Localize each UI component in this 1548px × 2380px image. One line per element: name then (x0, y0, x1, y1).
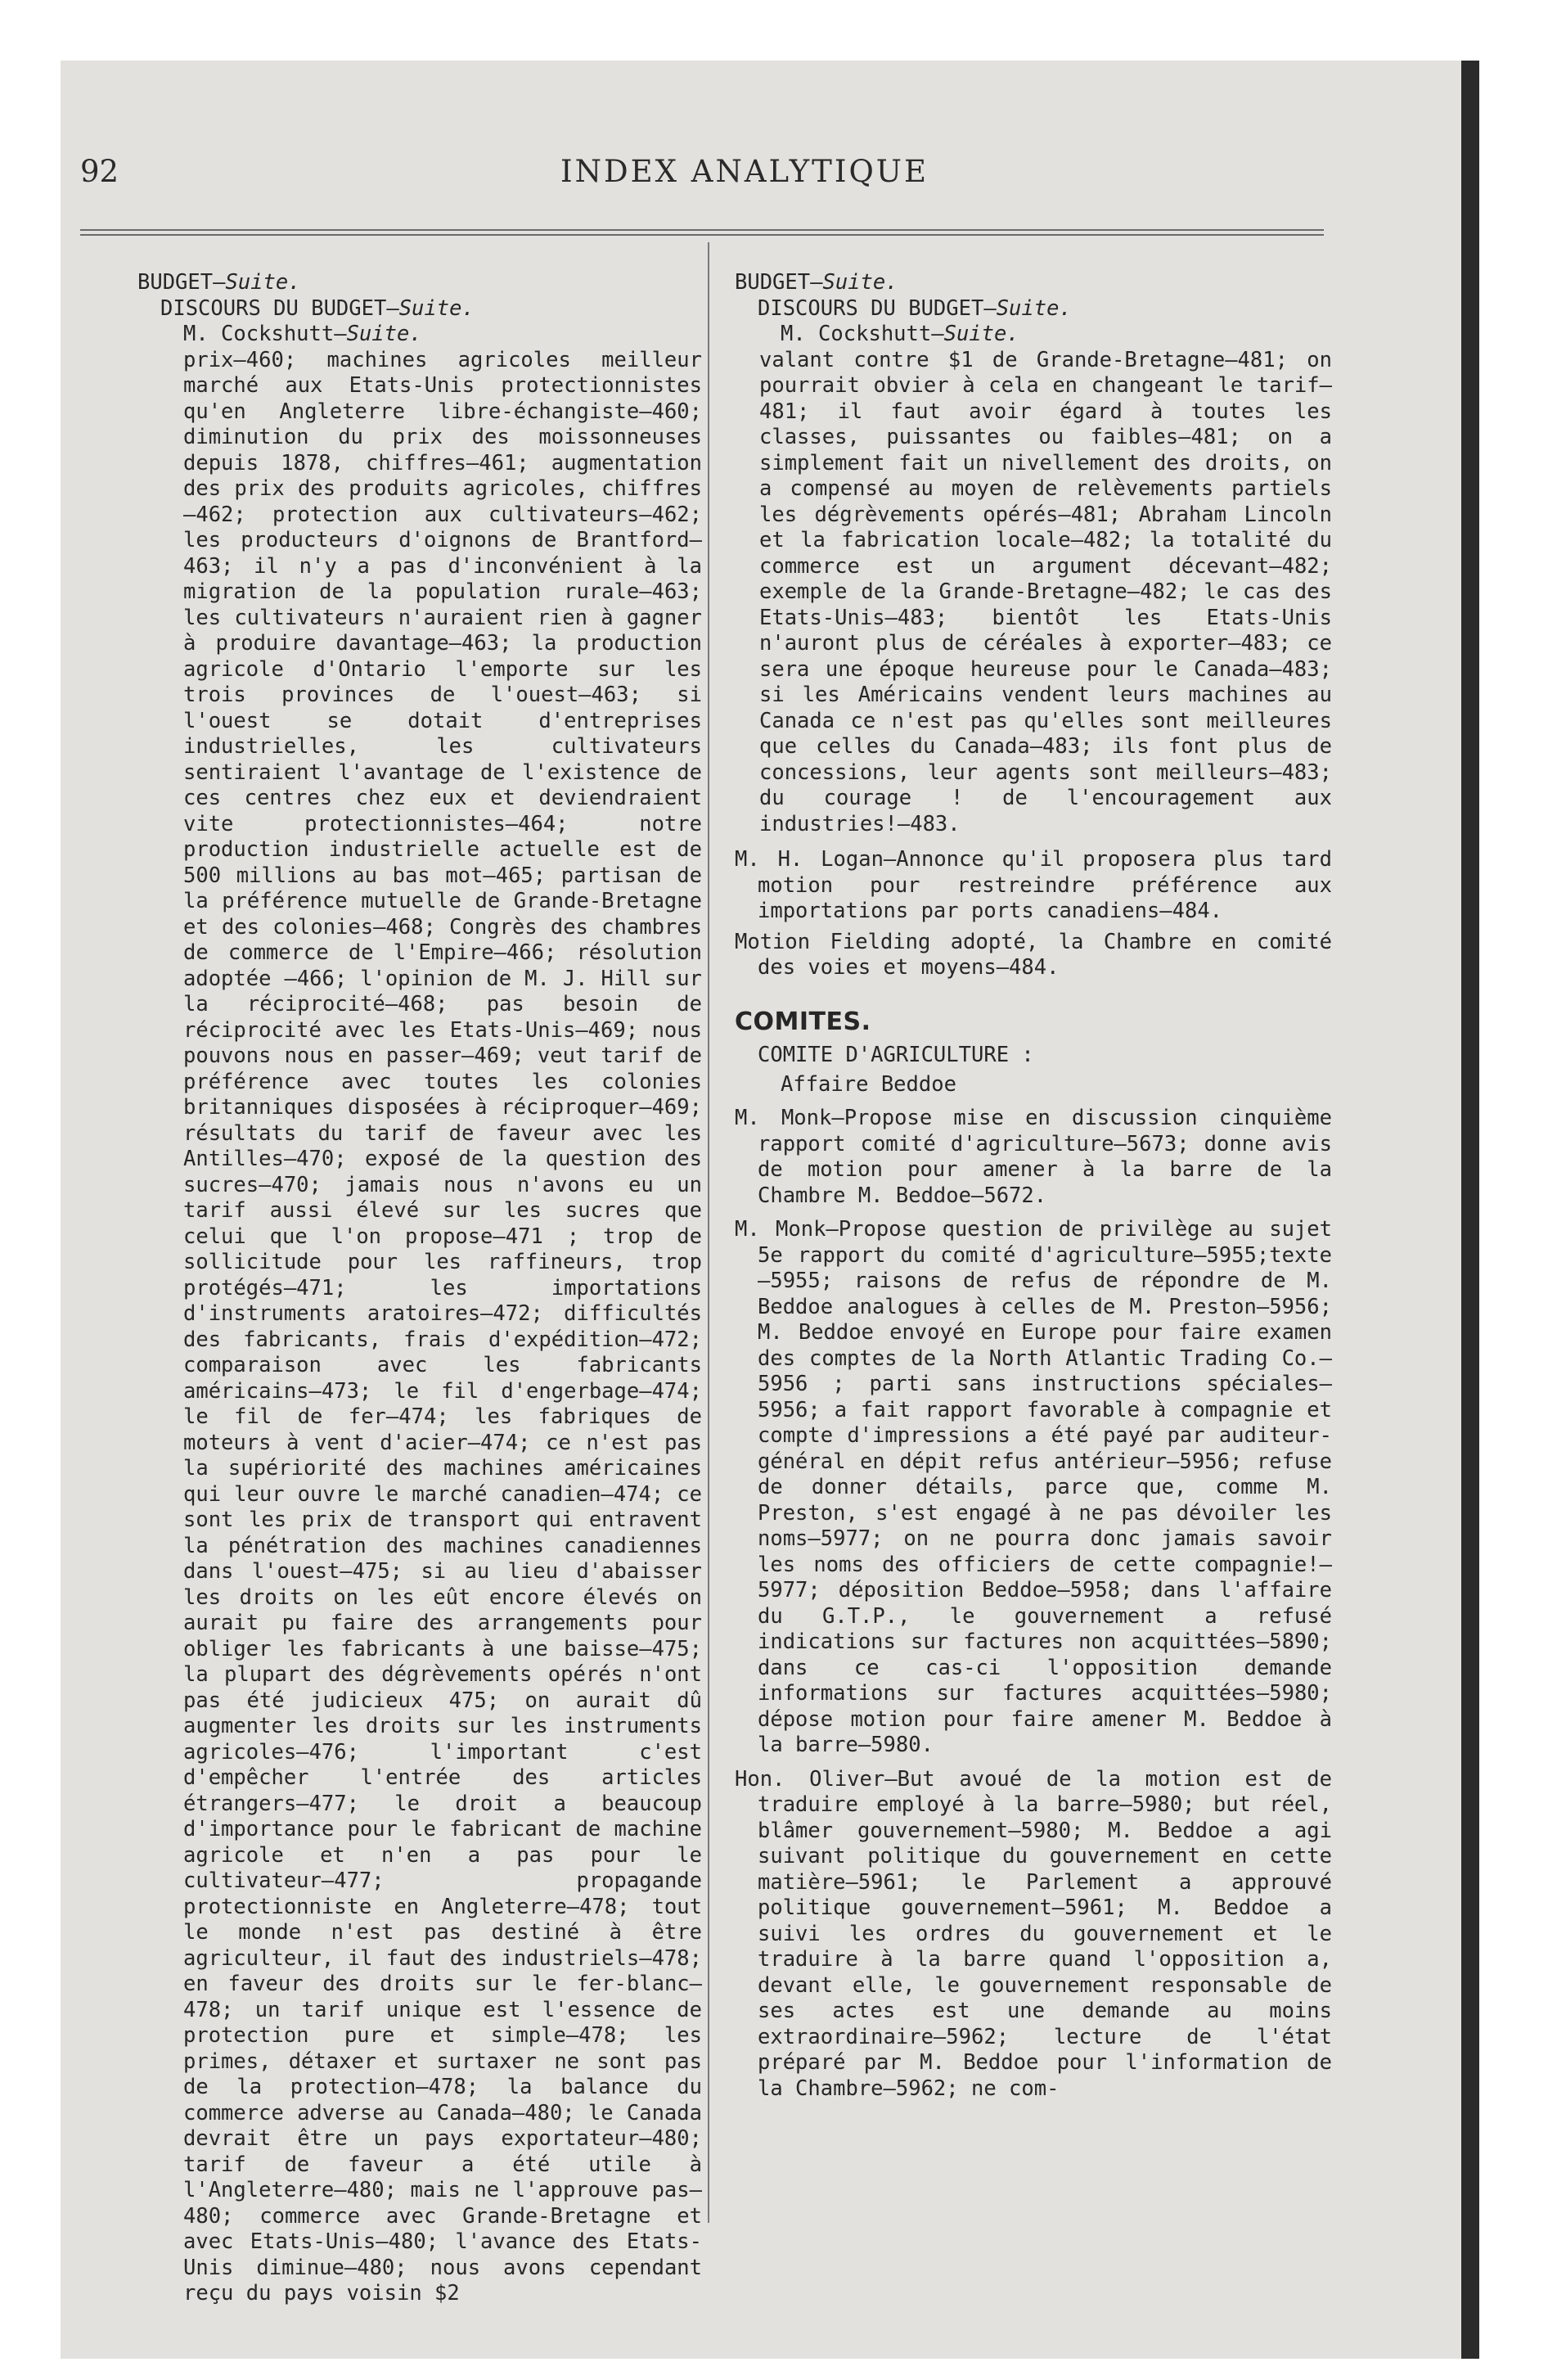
right-subheading-suite: Suite. (996, 295, 1072, 321)
header-rule-bottom (80, 234, 1324, 236)
left-subheading-suite: Suite. (398, 295, 475, 321)
left-heading-label: BUDGET— (137, 270, 226, 295)
right-heading-label: BUDGET— (735, 270, 823, 295)
right-heading-suite: Suite. (822, 270, 898, 295)
left-column (137, 270, 702, 2307)
running-head: INDEX ANALYTIQUE (560, 154, 929, 189)
left-subheading (160, 296, 702, 322)
page-edge-shadow (1461, 61, 1479, 2359)
right-subheading (758, 296, 1332, 322)
left-speaker (183, 322, 702, 348)
left-subheading-label: DISCOURS DU BUDGET— (160, 295, 399, 321)
committee-heading: COMITE D'AGRICULTURE : (758, 1043, 1034, 1067)
right-speaker-suite: Suite. (943, 322, 1019, 346)
left-heading-suite: Suite. (225, 270, 301, 295)
left-heading (137, 270, 702, 296)
right-subheading-label: DISCOURS DU BUDGET— (758, 295, 997, 321)
logan-entry: M. H. Logan—Annonce qu'il proposera plus tard motion pour restreindre préférence aux importations par ports canadiens—484. (735, 847, 1332, 923)
right-heading (735, 270, 1332, 296)
left-speaker-label: M. Cockshutt— (183, 322, 347, 346)
column-divider (708, 242, 709, 2223)
page-number: 92 (80, 154, 119, 189)
right-body-text: valant contre $1 de Grande-Bretagne—481; on pourrait obvier à cela en changeant le tarif—481; il faut avoir égard à toutes les classes, puissantes ou faibles—481; on a simplement fait un nivellement des droits, on a compensé au moyen de relèvements partiels les dégrèvements opérés—481; Abraham Lincoln et la fabrication locale—482; la totalité du commerce est un argument décevant—482; exemple de la Grande-Bretagne—482; le cas des Etats-Unis—483; bientôt les Etats-Unis n'auront plus de céréales à exporter—483; ce sera une époque heureuse pour le Canada—483; si les Américains vendent leurs machines au Canada ce n'est pas qu'elles sont meilleures que celles du Canada—483; ils font plus de concessions, leur agents sont meilleurs—483; du courage ! de l'encouragement aux industries!—483. (759, 347, 1332, 836)
header-rule-top (80, 229, 1324, 231)
affair-heading: Affaire Beddoe (781, 1071, 956, 1097)
right-speaker-label: M. Cockshutt— (781, 322, 944, 346)
oliver-entry: Hon. Oliver—But avoué de la motion est de traduire employé à la barre—5980; but réel, blâmer gouvernement—5980; M. Beddoe a agi suivant politique du gouvernement en cette matière—5961; le Parlement a approuvé politique gouvernement—5961; M. Beddoe a suivi les ordres du gouvernement et le traduire à la barre quand l'opposition a, devant elle, le gouvernement responsable de ses actes est une demande au moins extraordinaire—5962; lecture de l'état préparé par M. Beddoe pour l'information de la Chambre—5962; ne com- (735, 1766, 1332, 2101)
right-column (735, 270, 1332, 2102)
monk-entry-2: M. Monk—Propose question de privilège au sujet 5e rapport du comité d'agriculture—5955;texte—5955; raisons de refus de répondre de M. Beddoe analogues à celles de M. Preston—5956; M. Beddoe envoyé en Europe pour faire examen des comptes de la North Atlantic Trading Co.—5956 ; parti sans instructions spéciales—5956; a fait rapport favorable à compagnie et compte d'impressions a été payé par auditeur-général en dépit refus antérieur—5956; refuse de donner détails, parce que, comme M. Preston, s'est engagé à ne pas dévoiler les noms—5977; on ne pourra donc jamais savoir les noms des officiers de cette compagnie!—5977; déposition Beddoe—5958; dans l'affaire du G.T.P., le gouvernement a refusé indications sur factures non acquittées—5890; dans ce cas-ci l'opposition demande informations sur factures acquittées—5980; dépose motion pour faire amener M. Beddoe à la barre—5980. (735, 1217, 1332, 1757)
monk-entry-1: M. Monk—Propose mise en discussion cinquième rapport comité d'agriculture—5673; donne avis de motion pour amener à la barre de la Chambre M. Beddoe—5672. (735, 1106, 1332, 1208)
section-title-comites: COMITES. (735, 1007, 871, 1036)
right-speaker (781, 322, 1332, 348)
left-speaker-suite: Suite. (346, 322, 422, 346)
fielding-entry: Motion Fielding adopté, la Chambre en comité des voies et moyens—484. (735, 929, 1332, 980)
left-body-text: prix—460; machines agricoles meilleur marché aux Etats-Unis protectionnistes qu'en Angleterre libre-échangiste—460; diminution du prix des moissonneuses depuis 1878, chiffres—461; augmentation des prix des produits agricoles, chiffres—462; protection aux cultivateurs—462; les producteurs d'oignons de Brantford—463; il n'y a pas d'inconvénient à la migration de la population rurale—463; les cultivateurs n'auraient rien à gagner à produire davantage—463; la production agricole d'Ontario l'emporte sur les trois provinces de l'ouest—463; si l'ouest se dotait d'entreprises industrielles, les cultivateurs sentiraient l'avantage de l'existence de ces centres chez eux et deviendraient vite protectionnistes—464; notre production industrielle actuelle est de 500 millions au bas mot—465; partisan de la préférence mutuelle de Grande-Bretagne et des colonies—468; Congrès des chambres de commerce de l'Empire—466; résolution adoptée —466; l'opinion de M. J. Hill sur la réciprocité—468; pas besoin de réciprocité avec les Etats-Unis—469; nous pouvons nous en passer—469; veut tarif de préférence avec toutes les colonies britanniques disposées à réciproquer—469; résultats du tarif de faveur avec les Antilles—470; exposé de la question des sucres—470; jamais nous n'avons eu un tarif aussi élevé sur les sucres que celui que l'on propose—471 ; trop de sollicitude pour les raffineurs, trop protégés—471; les importations d'instruments aratoires—472; difficultés des fabricants, frais d'expédition—472; comparaison avec les fabricants américains—473; le fil d'engerbage—474; le fil de fer—474; les fabriques de moteurs à vent d'acier—474; ce n'est pas la supériorité des machines américaines qui leur ouvre le marché canadien—474; ce sont les prix de transport qui entravent la pénétration des machines canadiennes dans l'ouest—475; si au lieu d'abaisser les droits on les eût encore élevés on aurait pu faire des arrangements pour obliger les fabricants à une baisse—475; la plupart des dégrèvements opérés n'ont pas été judicieux 475; on aurait dû augmenter les droits sur les instruments agricoles—476; l'important c'est d'empêcher l'entrée des articles étrangers—477; le droit a beaucoup d'importance pour le fabricant de machine agricole et n'en a pas pour le cultivateur—477; propagande protectionniste en Angleterre—478; tout le monde n'est pas destiné à être agriculteur, il faut des industriels—478; en faveur des droits sur le fer-blanc—478; un tarif unique est l'essence de protection pure et simple—478; les primes, détaxer et surtaxer ne sont pas de la protection—478; la balance du commerce adverse au Canada—480; le Canada devrait être un pays exportateur—480; tarif de faveur a été utile à l'Angleterre—480; mais ne l'approuve pas—480; commerce avec Grande-Bretagne et avec Etats-Unis—480; l'avance des Etats-Unis diminue—480; nous avons cependant reçu du pays voisin $2 (183, 347, 702, 2306)
